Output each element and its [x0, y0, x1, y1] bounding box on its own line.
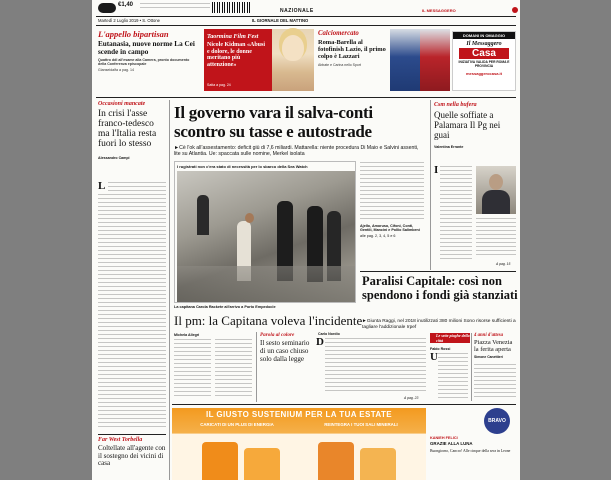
bottom-author: Carlo Nordio [318, 332, 340, 336]
barcode-icon [212, 2, 252, 13]
ad-right: REINTEGRA I TUOI SALI MINERALI [324, 422, 398, 427]
side-pages: alle pag. 2, 3, 4, 5 e 6 [360, 233, 396, 238]
photo-caption: La capitana Carola Rackete all'arrivo a Porto Empedocle [174, 305, 276, 309]
paralisi-body: U [430, 353, 468, 401]
paralisi-author: Fabio Rossi [430, 347, 451, 351]
photo-article-body [174, 339, 252, 397]
teaser-author: Gianseidalfa a pag. 14 [98, 67, 134, 72]
product-box-icon [202, 442, 238, 480]
teaser-title: Roma-Barella al fotofinish Lazio, il primo colpo è Lazzari [318, 39, 386, 60]
ad-title: IL GIUSTO SUSTENIUM PER LA TUA ESTATE [205, 410, 393, 419]
masthead-badge: IL MESSAGGERO [422, 8, 456, 13]
main-photo [177, 171, 355, 302]
teaser-title: Nicole Kidman «Abusi e dolore, le donne meritano più attenzione» [207, 42, 266, 68]
article-title: Piazza Venezia la ferita aperta [474, 339, 513, 353]
article-body-left: L [98, 182, 166, 430]
photo-caption-top: I rugistrati non c'era stato di necessità per lo sbarco della Sea Watch [177, 164, 308, 169]
date-line: Martedì 2 Luglio 2019 • S. Ottone [98, 18, 160, 23]
csm-body-left: I [434, 166, 472, 262]
teaser-calciomercato[interactable] [318, 30, 390, 92]
ad-line3: messaggerocasa.it [465, 70, 503, 76]
player-photo-2 [420, 29, 450, 91]
photo-author: Michela Allegri [174, 333, 200, 337]
newspaper-page [92, 0, 520, 480]
csm-body-right [476, 218, 516, 258]
teaser-kicker: Calciomercato [318, 30, 359, 37]
main-photo-frame [174, 161, 356, 303]
ad-messaggero-casa[interactable] [452, 31, 516, 91]
player-photo-1 [390, 29, 420, 91]
teaser-kidman[interactable] [204, 29, 272, 91]
article-piazza-venezia[interactable] [474, 333, 516, 359]
article-author: Alessandro Campi [98, 156, 130, 160]
teaser-title: Eutanasia, nuove norme La Cei scende in campo [98, 40, 195, 56]
product-box-icon [318, 442, 354, 480]
article-kicker: Occasioni mancate [98, 101, 146, 107]
horoscope-box[interactable] [430, 408, 516, 480]
article-author: Simone Canettieri [474, 355, 503, 359]
ad-line2: INIZIATIVA VALIDA PER ROMA E PROVINCIA [458, 60, 510, 68]
teaser-kicker: Taormina Film Fest [207, 33, 259, 40]
main-deck: ►Cè l'ok all'assestamento: deficit giù di 7,6 miliardi. Mattarella: niente procedura Di Maio e Salvini assenti, lite su Atlantia. Ue: spaccata sulle nomine, Merkel isolata [174, 145, 419, 158]
bottom-page-ref: A pag. 23 [404, 396, 419, 400]
section-label: NAZIONALE [280, 8, 314, 14]
teaser-eutanasia[interactable] [98, 30, 198, 88]
article-author: Valentina Errante [434, 145, 464, 149]
article-title: In crisi l'asse franco-tedesco ma l'Italia resta fuori lo stesso [98, 109, 157, 149]
horoscope-kicker: KANIEH FELICI [430, 436, 458, 440]
horoscope-text: Buongiorno, Cancro! Alle cinque della sera in Leone [430, 449, 511, 453]
photo-headline[interactable]: Il pm: la Capitana voleva l'incidente [174, 313, 363, 328]
bottom-article-body: D [316, 338, 426, 394]
article-kicker: Parola al colore [260, 332, 295, 338]
main-headline[interactable]: Il governo vara il salva-conti scontro su tasse e autostrade [174, 103, 373, 141]
ad-brand2: Casa [459, 48, 509, 59]
badge-dot-icon [512, 7, 518, 13]
teaser-kicker: L'appello bipartisan [98, 29, 169, 39]
paralisi-headline[interactable]: Paralisi Capitale: così non spendono i fondi già stanziati [362, 274, 518, 302]
teaser-text: Quattro ddl all'esame alla Camera, pronto documento della Conferenza episcopale [98, 58, 190, 67]
article-far-west[interactable] [98, 437, 166, 468]
paper-name: IL GIORNALE DEL MATTINO [252, 18, 309, 23]
palamara-photo [476, 166, 516, 214]
piazza-body [474, 364, 516, 400]
main-side-column [360, 162, 424, 262]
teaser-author: Satta a pag. 24 [207, 83, 231, 87]
sette-piaghe-kicker: Le sette piaghe della città [430, 333, 470, 343]
side-names: Ajello, Amoruso, Cifoni, Conti, Gentili, Mancini e Pollio Salimbeni [360, 224, 420, 233]
article-csm[interactable] [434, 102, 516, 149]
paper-logo-icon [98, 3, 116, 13]
paralisi-deck: ►Giunta Raggi, nel 2018 inutilizzati 380 milioni Sono risorse sufficienti a tagliare l'addizionale Irpef [362, 319, 516, 330]
ad-line1: DOMANI IN OMAGGIO [453, 32, 515, 39]
masthead-fineprint [140, 3, 210, 11]
article-title: Il sesto seminario di un caso chiuso solo dalla legge [260, 339, 310, 363]
article-kicker: 4 anni d'attesa [474, 333, 504, 338]
product-box-icon [244, 448, 280, 480]
article-kicker: Csm nella bufera [434, 102, 477, 108]
ad-sustenium[interactable] [172, 408, 426, 480]
kidman-photo [272, 29, 314, 91]
bravo-badge: BRAVO [484, 408, 510, 434]
article-seminario[interactable] [260, 332, 312, 363]
article-kicker: Far West Torbella [98, 437, 143, 443]
article-title: Quelle soffiate a Palamara Il Pg nei guai [434, 110, 501, 140]
csm-page-ref: A pag. 15 [496, 262, 511, 266]
price: €1,40 [118, 2, 134, 8]
product-box-icon [360, 448, 396, 480]
ad-brand: Il Messaggero [466, 41, 502, 47]
article-asse-franco-tedesco[interactable] [98, 101, 166, 160]
article-title: Coltellate all'agente con il sostegno dei vicini di casa [98, 444, 166, 468]
ad-left: CARICATI DI UN PLUS DI ENERGIA [200, 422, 274, 427]
teaser-author: Abbate e Carina nello Sport [318, 63, 361, 67]
horoscope-title: GRAZIE ALLA LUNA [430, 441, 473, 446]
